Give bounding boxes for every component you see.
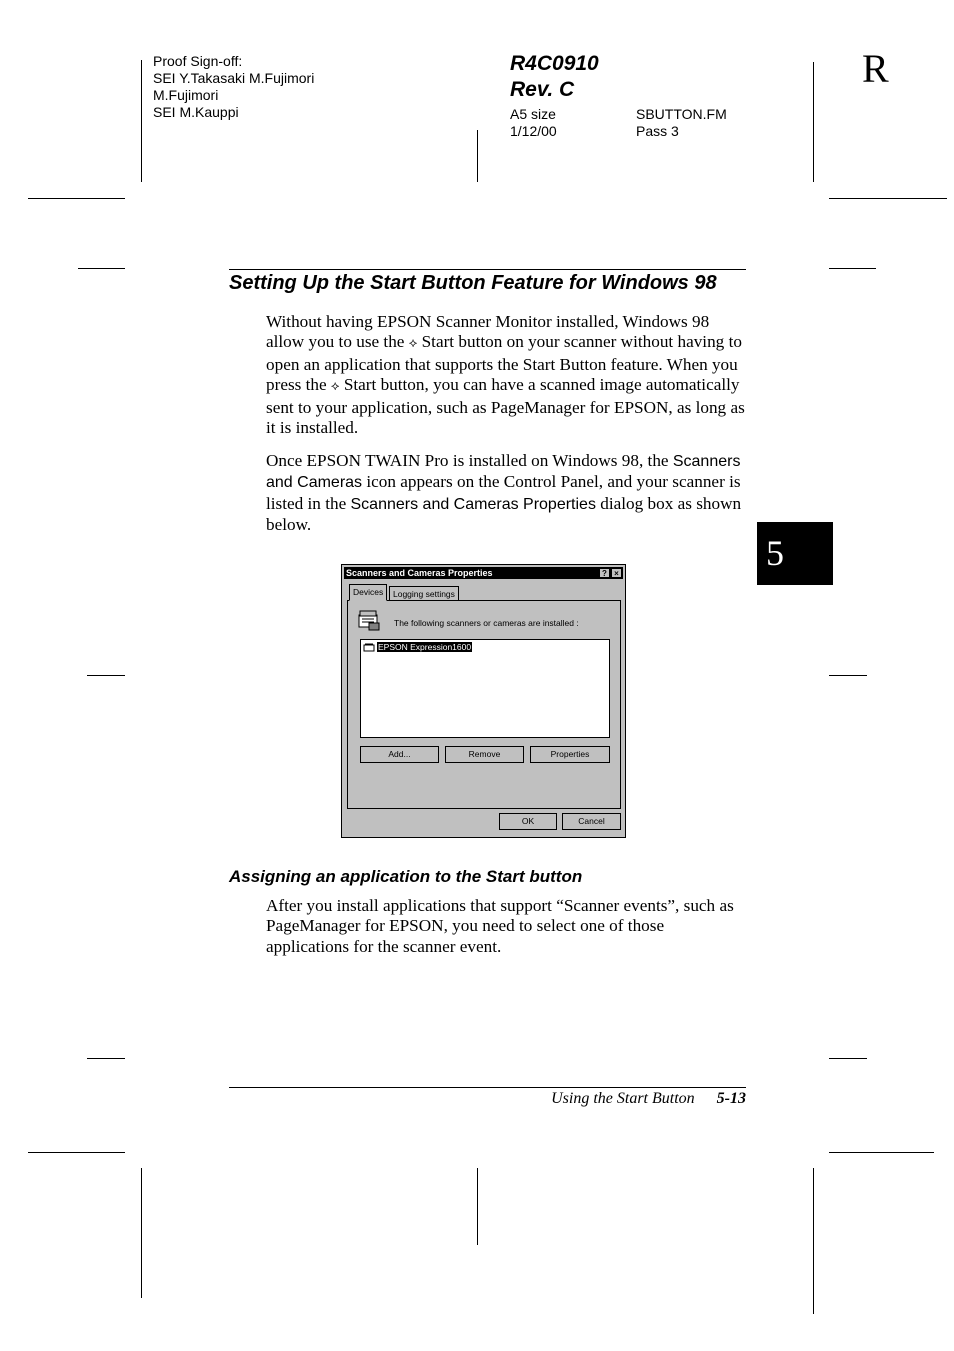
chapter-tab: 5: [757, 522, 833, 585]
para-text: Start button on your scanner without having to open an application that supports the Start Button feature. When you press the: [266, 332, 742, 395]
crop-mark: [813, 1168, 814, 1314]
ui-term: Scanners and Cameras Properties: [350, 495, 596, 513]
crop-mark: [477, 130, 478, 182]
crop-mark: [87, 1058, 125, 1059]
crop-mark: [87, 675, 125, 676]
crop-mark: [829, 268, 876, 269]
proof-signoff: [153, 53, 314, 121]
subsection-title: Assigning an application to the Start button: [229, 867, 583, 886]
paragraph-twain: [266, 451, 746, 536]
crop-mark: [829, 1058, 867, 1059]
para-text: Without having EPSON Scanner Monitor installed, Windows 98 allow you to use the: [266, 312, 710, 352]
dialog-title: Scanners and Cameras Properties: [346, 568, 493, 578]
paper-size: A5 size: [510, 106, 556, 122]
properties-dialog: [341, 564, 626, 838]
close-button[interactable]: ×: [611, 568, 622, 578]
info-text: The following scanners or cameras are installed :: [394, 618, 579, 628]
list-item[interactable]: [363, 642, 472, 652]
footer-rule: [229, 1087, 746, 1088]
proof-line: Proof Sign-off:: [153, 53, 243, 69]
crop-mark: [28, 1152, 125, 1153]
footer-chapter-title: Using the Start Button: [551, 1090, 695, 1107]
device-icon: [363, 642, 375, 652]
cancel-button[interactable]: Cancel: [562, 813, 621, 830]
crop-mark: [78, 268, 125, 269]
page-footer: [480, 1089, 746, 1109]
start-button-icon: ⟡: [408, 336, 418, 352]
filename: SBUTTON.FM: [636, 106, 727, 122]
crop-mark: [28, 198, 125, 199]
revision: Rev. C: [510, 78, 575, 101]
crop-mark: [829, 675, 867, 676]
help-button[interactable]: ?: [599, 568, 610, 578]
add-button[interactable]: Add...: [360, 746, 439, 763]
device-name: EPSON Expression1600: [378, 642, 472, 652]
corner-letter: R: [862, 46, 889, 91]
crop-mark: [829, 198, 947, 199]
device-list[interactable]: [360, 639, 610, 738]
proof-line: SEI M.Kauppi: [153, 104, 239, 120]
ui-term: Scanners and Cameras: [266, 453, 741, 492]
remove-button[interactable]: Remove: [445, 746, 524, 763]
paragraph-intro: [266, 312, 746, 438]
para-text: icon appears on the Control Panel, and your scanner is listed in the: [266, 472, 741, 513]
pass-number: Pass 3: [636, 123, 679, 139]
crop-mark: [477, 1168, 478, 1245]
tab-devices[interactable]: Devices: [349, 584, 387, 601]
para-text: Once EPSON TWAIN Pro is installed on Windows 98, the: [266, 451, 673, 470]
crop-mark: [813, 62, 814, 182]
dialog-titlebar: [344, 567, 623, 579]
para-text: dialog box as shown below.: [266, 493, 742, 535]
crop-mark: [141, 1168, 142, 1298]
page-number: 5-13: [716, 1090, 746, 1107]
scanner-icon: [357, 607, 381, 631]
proof-line: M.Fujimori: [153, 87, 219, 103]
proof-line: SEI Y.Takasaki M.Fujimori: [153, 70, 315, 86]
paragraph-assign: After you install applications that support “Scanner events”, such as PageManager for EPSON, you need to select one of those applications for the scanner event.: [266, 896, 734, 956]
tab-logging-settings[interactable]: Logging settings: [389, 586, 459, 602]
start-button-icon: ⟡: [330, 379, 340, 395]
para-text: Start button, you can have a scanned image automatically sent to your application, such as PageManager for EPSON, as long as it is installed.: [266, 375, 745, 438]
doc-date: 1/12/00: [510, 123, 557, 139]
tab-panel: [347, 600, 621, 809]
crop-mark: [141, 60, 142, 182]
section-title: Setting Up the Start Button Feature for Windows 98: [229, 272, 717, 294]
revision-block: [510, 51, 599, 103]
doc-code: R4C0910: [510, 52, 599, 75]
ok-button[interactable]: OK: [499, 813, 557, 830]
crop-mark: [829, 1152, 934, 1153]
properties-button[interactable]: Properties: [530, 746, 610, 763]
